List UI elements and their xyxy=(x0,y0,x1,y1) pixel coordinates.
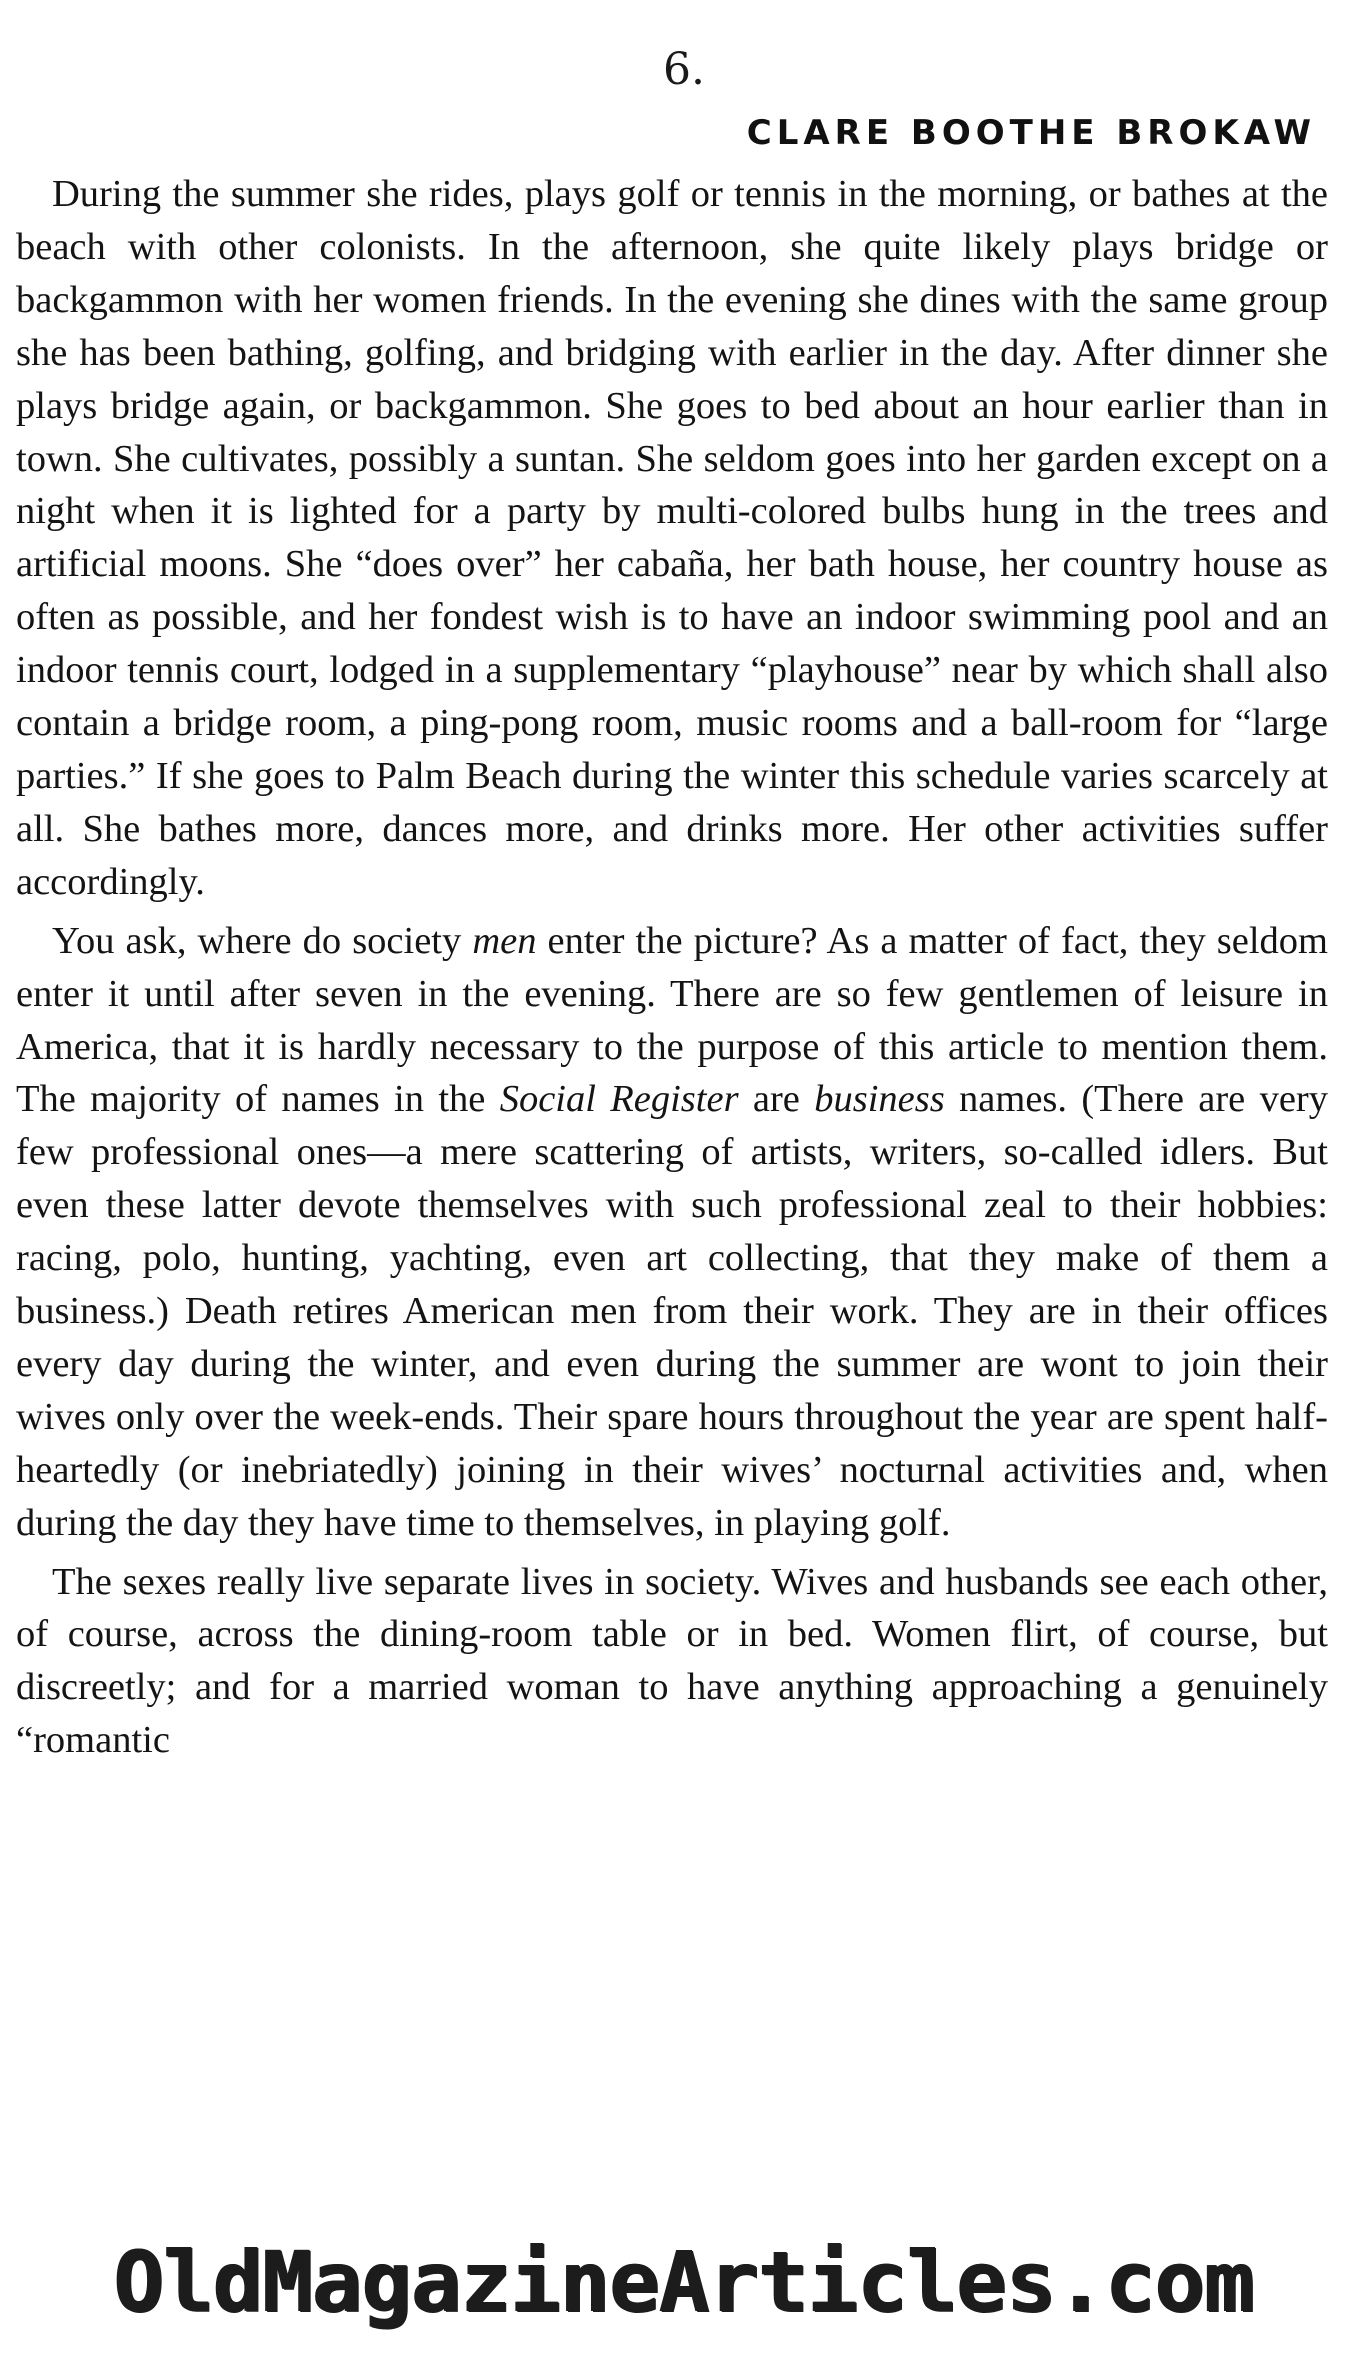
paragraph-1 xyxy=(16,168,1328,909)
paragraph-2-italic-business: business xyxy=(814,1078,945,1121)
paragraph-2-italic-men: men xyxy=(472,919,537,962)
paragraph-2 xyxy=(16,915,1328,1550)
paragraph-3 xyxy=(16,1556,1328,1768)
page-number: 6. xyxy=(663,44,705,95)
paragraph-2-segment-7: names. (There are very few professional ones—a mere scattering of artists, writers, so-called idlers. But even these latter devote themselves with such professional zeal to their hobbies: racing, polo, hunting, yachting, even art collecting, that they make of them a business.) Death retires American men from their work. They are in their offices every day during the winter, and even during the summer are wont to join their wives only over the week-ends. Their spare hours throughout the year are spent half-heartedly (or inebriatedly) joining in their wives’ nocturnal activities and, when during the day they have time to themselves, in playing golf. xyxy=(16,1078,1328,1544)
paragraph-3-text: The sexes really live separate lives in society. Wives and husbands see each other, of course, across the dining-room table or in bed. Women flirt, of course, but discreetly; and for a married woman to have anything approaching a genuinely “romantic xyxy=(16,1560,1328,1762)
article-body xyxy=(16,168,1328,1767)
running-head: CLARE BOOTHE BROKAW xyxy=(746,113,1316,153)
paragraph-2-segment-1: You ask, where do society xyxy=(52,919,473,962)
paragraph-2-segment-3: enter the picture? As a matter of fact, they seldom enter it until after seven in the evening. There are so few gentlemen of leisure in America, that it is hardly necessary to the purpose of this article to mention them. The majority of names in the xyxy=(16,919,1329,1121)
paragraph-2-italic-social-register: Social Register xyxy=(499,1078,739,1121)
paragraph-1-text: During the summer she rides, plays golf or tennis in the morning, or bathes at the beach with other colonists. In the afternoon, she quite likely plays bridge or backgammon with her women friends. In the evening she dines with the same group she has been bathing, golfing, and bridging with earlier in the day. After dinner she plays bridge again, or backgammon. She goes to bed about an hour earlier than in town. She cultivates, possibly a suntan. She seldom goes into her garden except on a night when it is lighted for a party by multi-colored bulbs hung in the trees and artificial moons. She “does over” her cabaña, her bath house, her country house as often as possible, and her fondest wish is to have an indoor swimming pool and an indoor tennis court, lodged in a supplementary “playhouse” near by which shall also contain a bridge room, a ping-pong room, music rooms and a ball-room for “large parties.” If she goes to Palm Beach during the winter this schedule varies scarcely at all. She bathes more, dances more, and drinks more. Her other activities suffer accordingly. xyxy=(16,173,1328,903)
site-watermark: OldMagazineArticles.com xyxy=(113,2233,1255,2331)
paragraph-2-segment-5: are xyxy=(738,1078,815,1121)
